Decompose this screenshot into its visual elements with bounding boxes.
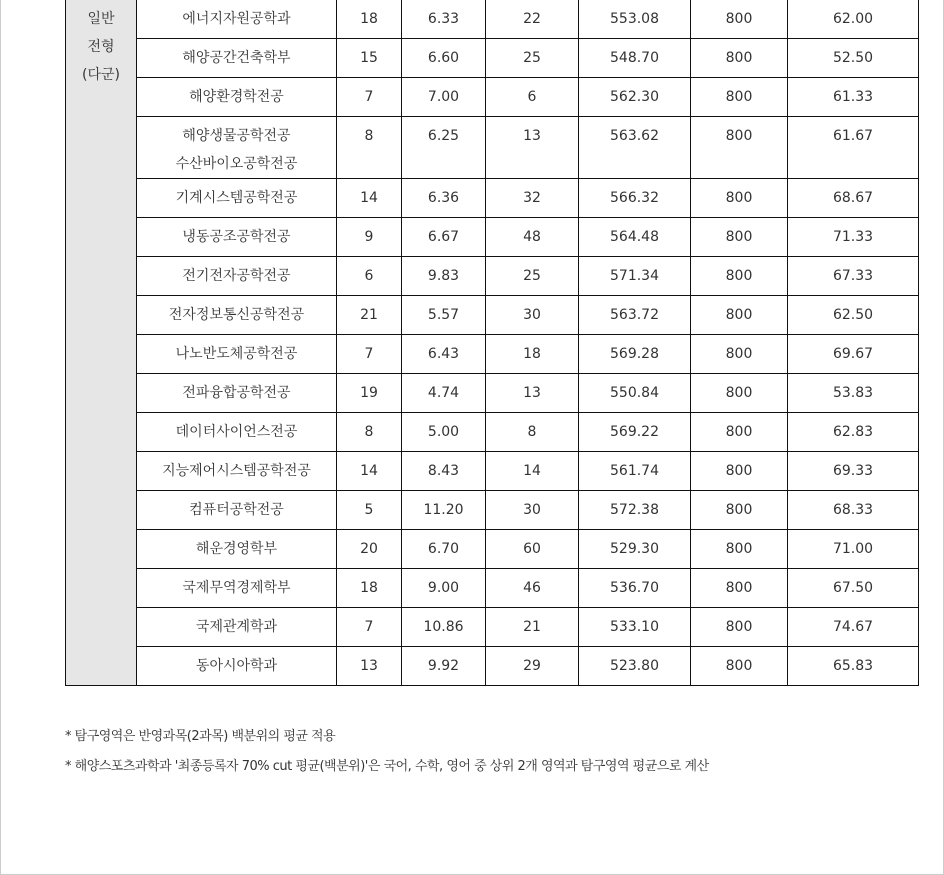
department-cell: 데이터사이언스전공 [137, 413, 337, 452]
value-cell: 571.34 [579, 257, 691, 296]
value-cell: 52.50 [788, 39, 919, 78]
value-cell: 68.33 [788, 491, 919, 530]
value-cell: 67.33 [788, 257, 919, 296]
value-cell: 7 [337, 608, 402, 647]
table-row [66, 491, 919, 530]
value-cell: 25 [486, 257, 579, 296]
value-cell: 21 [337, 296, 402, 335]
value-cell: 529.30 [579, 530, 691, 569]
table-row [66, 608, 919, 647]
value-cell: 13 [486, 374, 579, 413]
admission-results-table [65, 0, 919, 686]
value-cell: 14 [337, 179, 402, 218]
value-cell: 18 [486, 335, 579, 374]
value-cell: 74.67 [788, 608, 919, 647]
value-cell: 25 [486, 39, 579, 78]
value-cell: 563.72 [579, 296, 691, 335]
value-cell: 800 [691, 608, 788, 647]
department-cell: 해양생물공학전공 수산바이오공학전공 [137, 117, 337, 179]
value-cell: 800 [691, 296, 788, 335]
value-cell: 62.50 [788, 296, 919, 335]
department-cell: 기계시스템공학전공 [137, 179, 337, 218]
value-cell: 523.80 [579, 647, 691, 686]
value-cell: 60 [486, 530, 579, 569]
value-cell: 6.33 [402, 0, 486, 39]
value-cell: 800 [691, 0, 788, 39]
value-cell: 32 [486, 179, 579, 218]
value-cell: 8 [337, 413, 402, 452]
department-cell: 동아시아학과 [137, 647, 337, 686]
department-cell: 지능제어시스템공학전공 [137, 452, 337, 491]
value-cell: 6.60 [402, 39, 486, 78]
department-cell: 국제무역경제학부 [137, 569, 337, 608]
value-cell: 6.70 [402, 530, 486, 569]
table-row [66, 374, 919, 413]
value-cell: 10.86 [402, 608, 486, 647]
value-cell: 62.83 [788, 413, 919, 452]
department-cell: 전기전자공학전공 [137, 257, 337, 296]
value-cell: 5 [337, 491, 402, 530]
value-cell: 533.10 [579, 608, 691, 647]
value-cell: 8 [337, 117, 402, 179]
value-cell: 67.50 [788, 569, 919, 608]
department-cell: 해양환경학전공 [137, 78, 337, 117]
value-cell: 19 [337, 374, 402, 413]
value-cell: 548.70 [579, 39, 691, 78]
value-cell: 30 [486, 491, 579, 530]
department-cell: 냉동공조공학전공 [137, 218, 337, 257]
table-row [66, 569, 919, 608]
department-cell: 해운경영학부 [137, 530, 337, 569]
table-row [66, 452, 919, 491]
value-cell: 29 [486, 647, 579, 686]
table-row [66, 335, 919, 374]
value-cell: 9.00 [402, 569, 486, 608]
value-cell: 71.00 [788, 530, 919, 569]
value-cell: 22 [486, 0, 579, 39]
table-row [66, 296, 919, 335]
value-cell: 48 [486, 218, 579, 257]
value-cell: 800 [691, 257, 788, 296]
value-cell: 68.67 [788, 179, 919, 218]
group-label-line: 전형 [87, 39, 115, 55]
value-cell: 20 [337, 530, 402, 569]
value-cell: 8.43 [402, 452, 486, 491]
value-cell: 553.08 [579, 0, 691, 39]
value-cell: 564.48 [579, 218, 691, 257]
value-cell: 800 [691, 335, 788, 374]
value-cell: 6.43 [402, 335, 486, 374]
table-row [66, 78, 919, 117]
value-cell: 800 [691, 452, 788, 491]
value-cell: 800 [691, 569, 788, 608]
value-cell: 6.67 [402, 218, 486, 257]
group-label-cell [66, 0, 137, 686]
value-cell: 15 [337, 39, 402, 78]
value-cell: 550.84 [579, 374, 691, 413]
value-cell: 569.22 [579, 413, 691, 452]
value-cell: 569.28 [579, 335, 691, 374]
value-cell: 536.70 [579, 569, 691, 608]
value-cell: 561.74 [579, 452, 691, 491]
table-row [66, 257, 919, 296]
value-cell: 65.83 [788, 647, 919, 686]
value-cell: 7.00 [402, 78, 486, 117]
value-cell: 800 [691, 39, 788, 78]
value-cell: 800 [691, 179, 788, 218]
department-cell: 컴퓨터공학전공 [137, 491, 337, 530]
group-label-line: 일반 [87, 11, 115, 27]
table-row [66, 413, 919, 452]
value-cell: 62.00 [788, 0, 919, 39]
value-cell: 800 [691, 530, 788, 569]
value-cell: 8 [486, 413, 579, 452]
department-cell: 에너지자원공학과 [137, 0, 337, 39]
value-cell: 800 [691, 78, 788, 117]
value-cell: 6.25 [402, 117, 486, 179]
value-cell: 5.57 [402, 296, 486, 335]
value-cell: 800 [691, 218, 788, 257]
table-row [66, 218, 919, 257]
department-cell: 전자정보통신공학전공 [137, 296, 337, 335]
table-row [66, 117, 919, 179]
value-cell: 30 [486, 296, 579, 335]
value-cell: 6 [486, 78, 579, 117]
value-cell: 800 [691, 491, 788, 530]
value-cell: 562.30 [579, 78, 691, 117]
table-row [66, 647, 919, 686]
value-cell: 61.33 [788, 78, 919, 117]
value-cell: 14 [337, 452, 402, 491]
value-cell: 6.36 [402, 179, 486, 218]
value-cell: 53.83 [788, 374, 919, 413]
footnotes [65, 725, 709, 785]
value-cell: 5.00 [402, 413, 486, 452]
value-cell: 800 [691, 374, 788, 413]
value-cell: 800 [691, 647, 788, 686]
table-row [66, 179, 919, 218]
value-cell: 18 [337, 0, 402, 39]
department-cell: 해양공간건축학부 [137, 39, 337, 78]
value-cell: 9.92 [402, 647, 486, 686]
value-cell: 18 [337, 569, 402, 608]
value-cell: 6 [337, 257, 402, 296]
value-cell: 800 [691, 117, 788, 179]
value-cell: 21 [486, 608, 579, 647]
footnote: * 탐구영역은 반영과목(2과목) 백분위의 평균 적용 [65, 729, 336, 744]
value-cell: 7 [337, 78, 402, 117]
table-row [66, 530, 919, 569]
value-cell: 14 [486, 452, 579, 491]
value-cell: 7 [337, 335, 402, 374]
value-cell: 9.83 [402, 257, 486, 296]
value-cell: 13 [486, 117, 579, 179]
value-cell: 572.38 [579, 491, 691, 530]
department-cell: 전파융합공학전공 [137, 374, 337, 413]
department-cell: 나노반도체공학전공 [137, 335, 337, 374]
value-cell: 800 [691, 413, 788, 452]
table-row [66, 0, 919, 39]
value-cell: 566.32 [579, 179, 691, 218]
value-cell: 69.33 [788, 452, 919, 491]
table-row [66, 39, 919, 78]
value-cell: 13 [337, 647, 402, 686]
value-cell: 11.20 [402, 491, 486, 530]
value-cell: 71.33 [788, 218, 919, 257]
footnote: * 해양스포츠과학과 '최종등록자 70% cut 평균(백분위)'은 국어, 수학, 영어 중 상위 2개 영역과 탐구영역 평균으로 계산 [65, 759, 709, 774]
department-cell: 국제관계학과 [137, 608, 337, 647]
value-cell: 4.74 [402, 374, 486, 413]
value-cell: 61.67 [788, 117, 919, 179]
value-cell: 563.62 [579, 117, 691, 179]
value-cell: 9 [337, 218, 402, 257]
group-label-line: (다군) [82, 67, 120, 83]
value-cell: 69.67 [788, 335, 919, 374]
value-cell: 46 [486, 569, 579, 608]
